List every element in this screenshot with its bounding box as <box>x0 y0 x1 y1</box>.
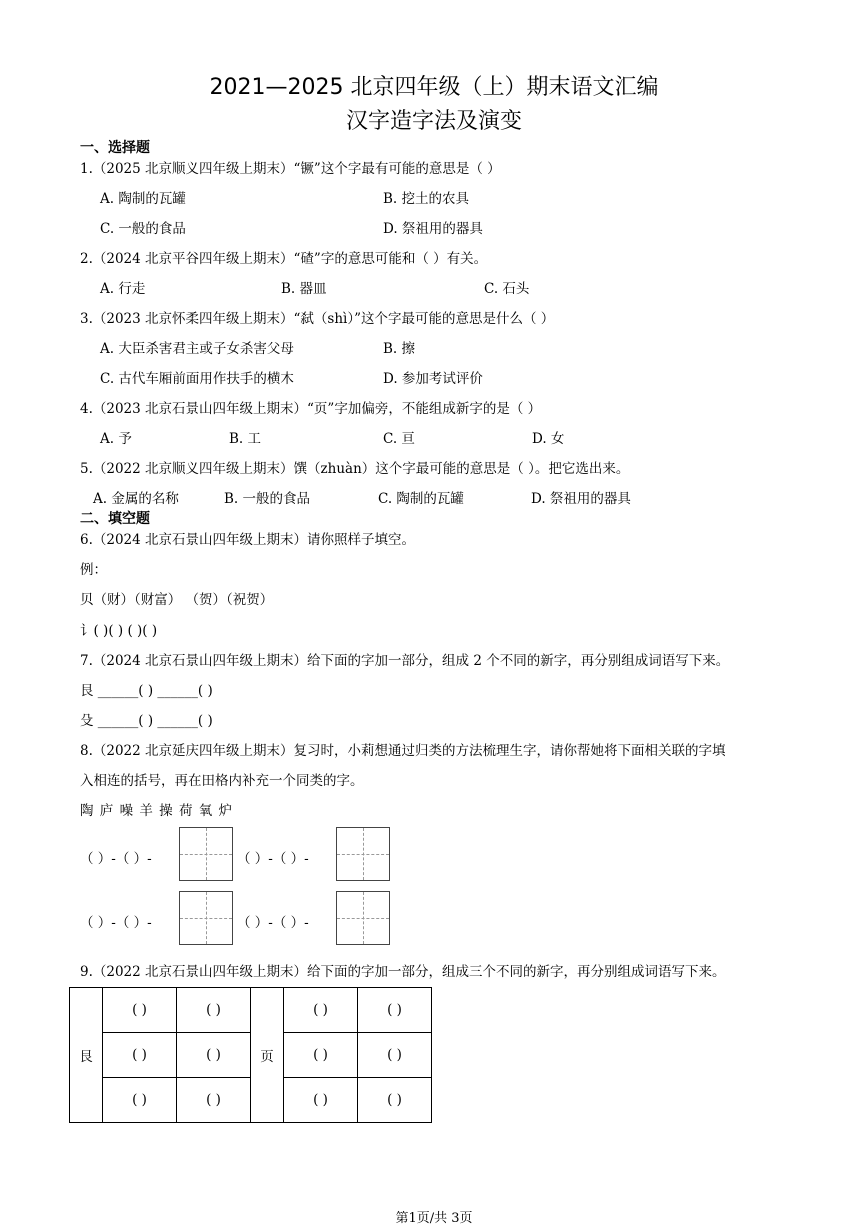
q4-option-a: A. 予 <box>100 431 132 447</box>
q8-stem-line1: 8.（2022 北京延庆四年级上期末）复习时，小莉想通过归类的方法梳理生字，请你帮她将下面相关联的字填 <box>80 743 726 759</box>
q3-option-c: C. 古代车厢前面用作扶手的横木 <box>100 371 294 387</box>
q9-cell: ( ) <box>358 988 432 1033</box>
q9-cell: ( ) <box>358 1078 432 1123</box>
q1-option-c: C. 一般的食品 <box>100 221 186 237</box>
q1-option-b: B. 挖土的农具 <box>383 191 470 207</box>
q4-option-c: C. 亘 <box>383 431 415 447</box>
q8-stem-line2: 入相连的括号，再在田格内补充一个同类的字。 <box>80 773 364 789</box>
q3-option-b: B. 擦 <box>383 341 416 357</box>
q9-cell: ( ) <box>284 988 358 1033</box>
q5-option-c: C. 陶制的瓦罐 <box>378 491 464 507</box>
q5-option-a: A. 金属的名称 <box>93 491 179 507</box>
q9-char-1: 艮 <box>70 988 103 1123</box>
q9-stem: 9.（2022 北京石景山四年级上期末）给下面的字加一部分，组成三个不同的新字，再分别组成词语写下来。 <box>80 964 726 980</box>
q4-option-b: B. 工 <box>229 431 262 447</box>
q9-char-2: 页 <box>251 988 284 1123</box>
q9-cell: ( ) <box>177 988 251 1033</box>
q6-stem: 6.（2024 北京石景山四年级上期末）请你照样子填空。 <box>80 532 416 548</box>
q8-pair: （ ）-（ ）- <box>237 915 309 931</box>
page-title: 2021—2025 北京四年级（上）期末语文汇编 <box>209 75 659 100</box>
section-fill: 二、填空题 <box>80 511 150 527</box>
q6-example-label: 例： <box>80 562 107 578</box>
q8-pair: （ ）-（ ）- <box>237 851 309 867</box>
q2-option-b: B. 器皿 <box>281 281 327 297</box>
q2-stem: 2.（2024 北京平谷四年级上期末）“碴”字的意思可能和（ ）有关。 <box>80 251 488 267</box>
q6-example: 贝（财）（财富） （贺）（祝贺） <box>80 592 274 608</box>
q1-option-a: A. 陶制的瓦罐 <box>100 191 186 207</box>
q9-cell: ( ) <box>177 1078 251 1123</box>
q9-cell: ( ) <box>103 1078 177 1123</box>
q7-row-2: 殳 ______( ) ______( ) <box>80 713 213 729</box>
q5-option-b: B. 一般的食品 <box>224 491 311 507</box>
q8-pair: （ ）-（ ）- <box>80 851 152 867</box>
q7-stem: 7.（2024 北京石景山四年级上期末）给下面的字加一部分，组成 2 个不同的新字，再分别组成词语写下来。 <box>80 653 730 669</box>
q1-stem: 1.（2025 北京顺义四年级上期末）“镢”这个字最有可能的意思是（ ） <box>80 161 501 177</box>
tian-grid <box>336 827 390 881</box>
q5-stem: 5.（2022 北京顺义四年级上期末）馔（zhuàn）这个字最可能的意思是（ ）。把它选出来。 <box>80 461 630 477</box>
q2-option-c: C. 石头 <box>484 281 530 297</box>
q9-cell: ( ) <box>103 1033 177 1078</box>
tian-grid <box>336 891 390 945</box>
q3-option-d: D. 参加考试评价 <box>383 371 483 387</box>
q9-cell: ( ) <box>103 988 177 1033</box>
tian-grid <box>179 891 233 945</box>
q9-table <box>69 987 432 1123</box>
q1-option-d: D. 祭祖用的器具 <box>383 221 483 237</box>
q8-pair: （ ）-（ ）- <box>80 915 152 931</box>
q9-cell: ( ) <box>284 1078 358 1123</box>
q7-row-1: 艮 ______( ) ______( ) <box>80 683 213 699</box>
q9-cell: ( ) <box>284 1033 358 1078</box>
q3-stem: 3.（2023 北京怀柔四年级上期末）“弑（shì）”这个字最可能的意思是什么（ ） <box>80 311 555 327</box>
q6-blank: 讠( )( ) ( )( ) <box>80 623 158 639</box>
page-footer: 第1页/共 3页 <box>395 1211 473 1226</box>
q4-stem: 4.（2023 北京石景山四年级上期末）“页”字加偏旁，不能组成新字的是（ ） <box>80 401 542 417</box>
q9-cell: ( ) <box>358 1033 432 1078</box>
page-subtitle: 汉字造字法及演变 <box>345 109 522 134</box>
tian-grid <box>179 827 233 881</box>
q3-option-a: A. 大臣杀害君主或子女杀害父母 <box>100 341 294 357</box>
q5-option-d: D. 祭祖用的器具 <box>531 491 631 507</box>
q4-option-d: D. 女 <box>532 431 565 447</box>
q8-chars: 陶 庐 噪 羊 操 荷 氧 炉 <box>80 803 234 819</box>
q2-option-a: A. 行走 <box>100 281 146 297</box>
section-choice: 一、选择题 <box>80 140 150 156</box>
q9-cell: ( ) <box>177 1033 251 1078</box>
